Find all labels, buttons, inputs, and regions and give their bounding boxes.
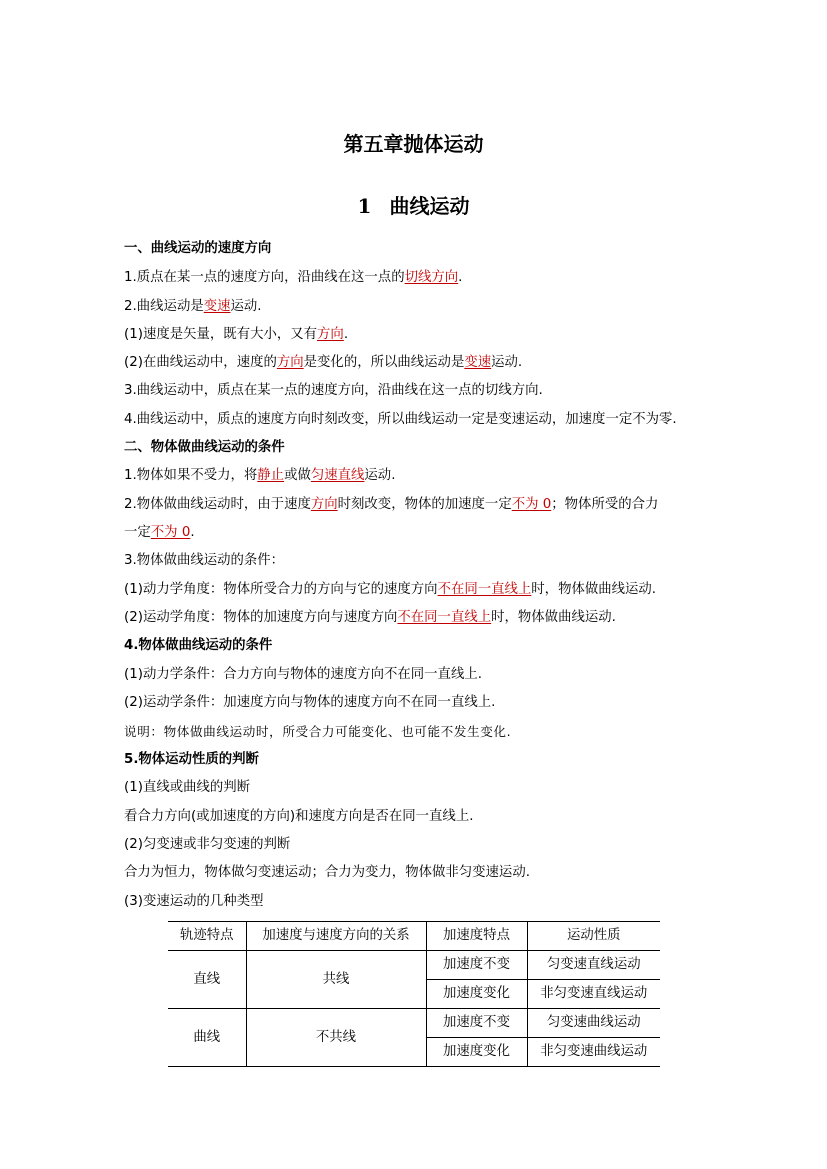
section-title [0, 190, 827, 219]
fill-blank-answer: 方向 [310, 497, 338, 512]
table-header-cell: 加速度特点 [426, 922, 527, 951]
table-row [168, 951, 660, 980]
table-cell: 曲线 [168, 1009, 246, 1067]
heading-velocity-direction: 一、曲线运动的速度方向 [124, 241, 272, 256]
paragraph: (2)在曲线运动中，速度的方向是变化的，所以曲线运动是变速运动. [124, 355, 523, 370]
table-header-row [168, 922, 660, 951]
fill-blank-answer: 不在同一直线上 [437, 582, 532, 597]
fill-blank-answer: 不为 0 [511, 497, 552, 512]
paragraph: 2.曲线运动是变速运动. [124, 299, 262, 314]
note: 说明：物体做曲线运动时，所受合力可能变化、也可能不发生变化. [124, 724, 512, 739]
fill-blank-answer: 不为 0 [150, 525, 191, 540]
fill-blank-answer: 静止 [257, 468, 285, 483]
paragraph: (3)变速运动的几种类型 [124, 894, 264, 909]
table-cell: 直线 [168, 951, 246, 1009]
paragraph: (1)直线或曲线的判断 [124, 780, 251, 795]
table-cell: 匀变速直线运动 [527, 951, 660, 980]
fill-blank-answer: 变速 [464, 355, 492, 370]
paragraph: (2)匀变速或非匀变速的判断 [124, 837, 291, 852]
paragraph: 一定不为 0. [124, 525, 195, 540]
fill-blank-answer: 切线方向 [404, 270, 459, 285]
fill-blank-answer: 变速 [203, 299, 231, 314]
paragraph: (1)速度是矢量，既有大小，又有方向. [124, 327, 349, 342]
table-cell: 非匀变速曲线运动 [527, 1038, 660, 1067]
fill-blank-answer: 匀速直线 [310, 468, 365, 483]
paragraph: (1)动力学角度：物体所受合力的方向与它的速度方向不在同一直线上时，物体做曲线运动. [124, 582, 657, 597]
table-cell: 不共线 [246, 1009, 426, 1067]
fill-blank-answer: 方向 [276, 355, 304, 370]
paragraph: 4.曲线运动中，质点的速度方向时刻改变，所以曲线运动一定是变速运动，加速度一定不为零. [124, 412, 677, 427]
fill-blank-answer: 不在同一直线上 [397, 610, 492, 625]
section-name: 曲线运动 [389, 194, 470, 218]
heading-curve-conditions: 二、物体做曲线运动的条件 [124, 440, 285, 455]
paragraph: 2.物体做曲线运动时，由于速度方向时刻改变，物体的加速度一定不为 0；物体所受的合力 [124, 497, 659, 512]
paragraph: (1)动力学条件：合力方向与物体的速度方向不在同一直线上. [124, 667, 482, 682]
table-header-cell: 运动性质 [527, 922, 660, 951]
paragraph: 看合力方向(或加速度的方向)和速度方向是否在同一直线上. [124, 809, 474, 824]
table-row [168, 1009, 660, 1038]
table-cell: 加速度变化 [426, 980, 527, 1009]
paragraph: (2)运动学角度：物体的加速度方向与速度方向不在同一直线上时，物体做曲线运动. [124, 610, 616, 625]
motion-type-table [168, 921, 660, 1067]
paragraph: 3.物体做曲线运动的条件： [124, 553, 285, 568]
subheading: 4.物体做曲线运动的条件 [124, 638, 273, 653]
table-header-cell: 加速度与速度方向的关系 [246, 922, 426, 951]
paragraph: 1.质点在某一点的速度方向，沿曲线在这一点的切线方向. [124, 270, 463, 285]
fill-blank-answer: 方向 [317, 327, 344, 342]
chapter-title: 第五章抛体运动 [343, 132, 484, 156]
table-cell: 非匀变速直线运动 [527, 980, 660, 1009]
paragraph: 3.曲线运动中，质点在某一点的速度方向，沿曲线在这一点的切线方向. [124, 383, 543, 398]
table-header-cell: 轨迹特点 [168, 922, 246, 951]
paragraph: 合力为恒力，物体做匀变速运动；合力为变力，物体做非匀变速运动. [124, 865, 530, 880]
table-cell: 加速度不变 [426, 951, 527, 980]
paragraph: 1.物体如果不受力，将静止或做匀速直线运动. [124, 468, 396, 483]
table-cell: 匀变速曲线运动 [527, 1009, 660, 1038]
subheading: 5.物体运动性质的判断 [124, 752, 259, 767]
table-cell: 共线 [246, 951, 426, 1009]
table-cell: 加速度变化 [426, 1038, 527, 1067]
table-cell: 加速度不变 [426, 1009, 527, 1038]
paragraph: (2)运动学条件：加速度方向与物体的速度方向不在同一直线上. [124, 695, 496, 710]
section-number: 1 [357, 194, 372, 218]
